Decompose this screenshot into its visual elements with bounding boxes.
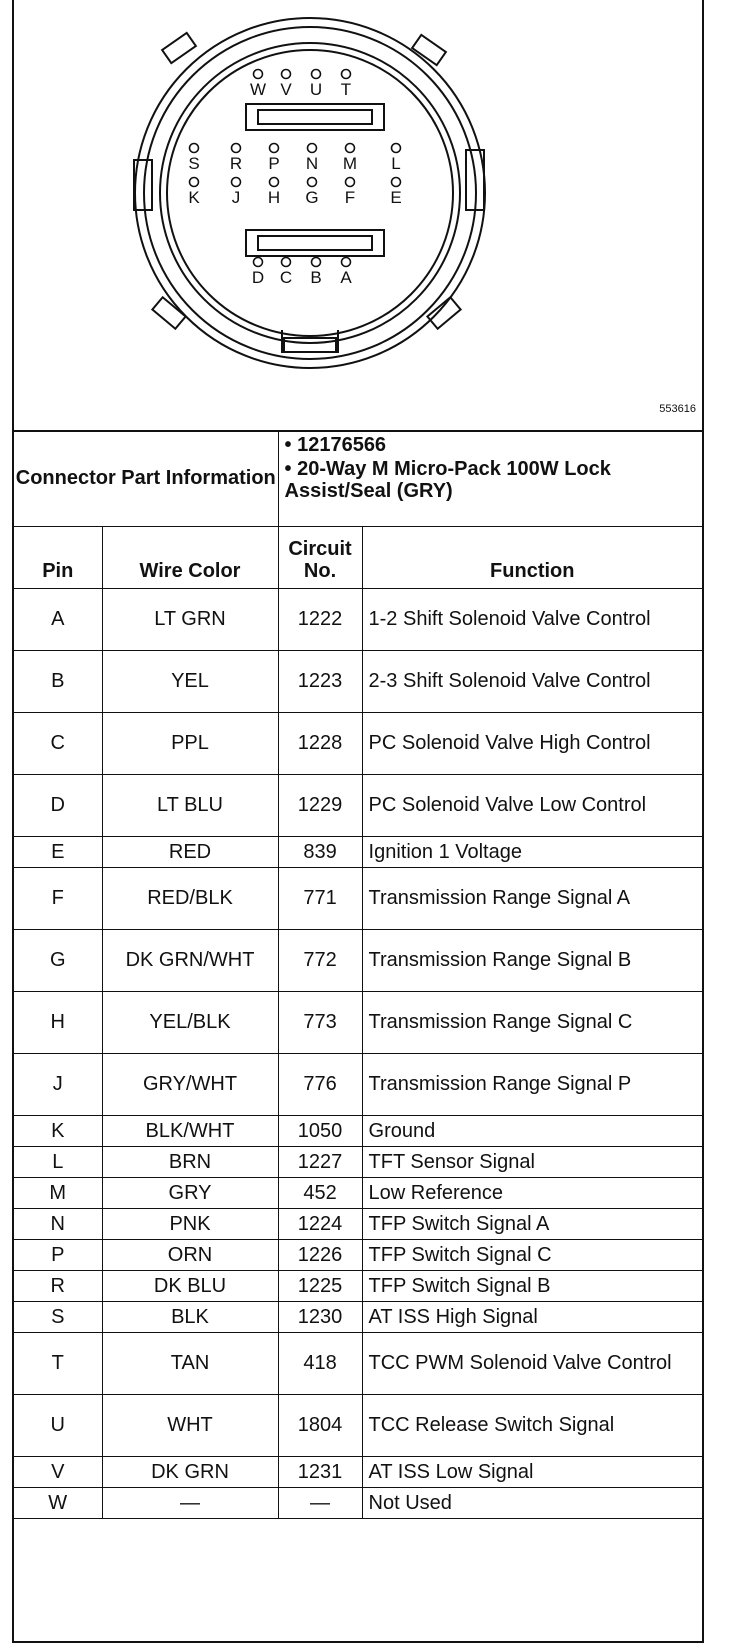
table-row	[14, 1270, 702, 1301]
table-row	[14, 1487, 702, 1518]
function-cell: TCC PWM Solenoid Valve Control	[362, 1332, 702, 1394]
function-cell: TFP Switch Signal C	[362, 1239, 702, 1270]
wire-color-cell: LT GRN	[102, 588, 278, 650]
pin-label-k: K	[188, 188, 200, 207]
pin-hole-d	[254, 258, 263, 267]
pin-hole-m	[346, 144, 355, 153]
pin-label-j: J	[231, 188, 241, 207]
circuit-cell: 1050	[278, 1115, 362, 1146]
function-cell: Transmission Range Signal C	[362, 991, 702, 1053]
table-row	[14, 1456, 702, 1487]
circuit-cell: 1804	[278, 1394, 362, 1456]
pin-hole-n	[308, 144, 317, 153]
function-cell: Transmission Range Signal B	[362, 929, 702, 991]
wire-color-cell: YEL/BLK	[102, 991, 278, 1053]
pin-hole-s	[190, 144, 199, 153]
table-row	[14, 712, 702, 774]
function-cell: TFP Switch Signal B	[362, 1270, 702, 1301]
circuit-cell: 1225	[278, 1270, 362, 1301]
function-cell: AT ISS High Signal	[362, 1301, 702, 1332]
table-row	[14, 1146, 702, 1177]
pin-label-h: H	[267, 188, 281, 207]
connector-info-label: Connector Part Information	[14, 430, 278, 526]
pin-cell: L	[14, 1146, 102, 1177]
circuit-cell: 452	[278, 1177, 362, 1208]
header-wire-color: Wire Color	[102, 526, 278, 588]
table-row	[14, 650, 702, 712]
pin-hole-c	[282, 258, 291, 267]
wire-color-cell: LT BLU	[102, 774, 278, 836]
circuit-cell: 1224	[278, 1208, 362, 1239]
pin-label-f: F	[344, 188, 356, 207]
function-cell: Low Reference	[362, 1177, 702, 1208]
header-pin: Pin	[14, 526, 102, 588]
pin-label-l: L	[391, 154, 401, 173]
pin-cell: B	[14, 650, 102, 712]
pin-cell: V	[14, 1456, 102, 1487]
pin-cell: U	[14, 1394, 102, 1456]
pin-hole-v	[282, 70, 291, 79]
pin-label-r: R	[229, 154, 243, 173]
table-row	[14, 1394, 702, 1456]
pin-hole-f	[346, 178, 355, 187]
table-row	[14, 774, 702, 836]
pin-cell: E	[14, 836, 102, 867]
function-cell: AT ISS Low Signal	[362, 1456, 702, 1487]
pin-hole-p	[270, 144, 279, 153]
pin-label-u: U	[309, 80, 323, 99]
function-cell: TFP Switch Signal A	[362, 1208, 702, 1239]
function-cell: Not Used	[362, 1487, 702, 1518]
wire-color-cell: TAN	[102, 1332, 278, 1394]
circuit-cell: —	[278, 1487, 362, 1518]
table-row	[14, 588, 702, 650]
pin-hole-l	[392, 144, 401, 153]
pin-label-m: M	[342, 154, 358, 173]
circuit-cell: 772	[278, 929, 362, 991]
connector-face-drawing	[14, 0, 702, 430]
pin-hole-b	[312, 258, 321, 267]
figure-number: 553616	[659, 403, 696, 415]
header-circuit: Circuit No.	[278, 526, 362, 588]
circuit-cell: 1228	[278, 712, 362, 774]
circuit-cell: 1222	[278, 588, 362, 650]
pin-cell: D	[14, 774, 102, 836]
part-number: • 12176566	[284, 434, 387, 456]
table-row	[14, 1208, 702, 1239]
wire-color-cell: GRY/WHT	[102, 1053, 278, 1115]
table-row	[14, 836, 702, 867]
table-row	[14, 991, 702, 1053]
pin-label-g: G	[305, 188, 319, 207]
pin-hole-j	[232, 178, 241, 187]
table-row	[14, 1053, 702, 1115]
circuit-cell: 1231	[278, 1456, 362, 1487]
wire-color-cell: GRY	[102, 1177, 278, 1208]
pin-label-b: B	[310, 268, 322, 287]
pin-label-c: C	[279, 268, 293, 287]
pin-hole-u	[312, 70, 321, 79]
pin-label-e: E	[390, 188, 402, 207]
pin-cell: J	[14, 1053, 102, 1115]
wire-color-cell: PPL	[102, 712, 278, 774]
pin-cell: H	[14, 991, 102, 1053]
table-row	[14, 1177, 702, 1208]
function-cell: Transmission Range Signal P	[362, 1053, 702, 1115]
function-cell: TCC Release Switch Signal	[362, 1394, 702, 1456]
pin-hole-k	[190, 178, 199, 187]
connector-info-details	[278, 430, 702, 526]
wire-color-cell: BLK	[102, 1301, 278, 1332]
pin-label-v: V	[280, 80, 292, 99]
pin-cell: G	[14, 929, 102, 991]
pin-cell: W	[14, 1487, 102, 1518]
circuit-cell: 839	[278, 836, 362, 867]
wire-color-cell: YEL	[102, 650, 278, 712]
wire-color-cell: WHT	[102, 1394, 278, 1456]
wire-color-cell: RED	[102, 836, 278, 867]
circuit-cell: 418	[278, 1332, 362, 1394]
pin-hole-a	[342, 258, 351, 267]
table-row	[14, 1239, 702, 1270]
table-row	[14, 1332, 702, 1394]
pin-hole-r	[232, 144, 241, 153]
pin-label-a: A	[340, 268, 352, 287]
wire-color-cell: DK BLU	[102, 1270, 278, 1301]
pin-cell: F	[14, 867, 102, 929]
pin-label-p: P	[268, 154, 280, 173]
connector-sheet	[12, 0, 704, 1643]
wire-color-cell: ORN	[102, 1239, 278, 1270]
table-row	[14, 1301, 702, 1332]
connector-info-row	[14, 430, 702, 526]
pin-cell: T	[14, 1332, 102, 1394]
wire-color-cell: BLK/WHT	[102, 1115, 278, 1146]
pin-cell: C	[14, 712, 102, 774]
circuit-cell: 773	[278, 991, 362, 1053]
circuit-cell: 771	[278, 867, 362, 929]
wire-color-cell: DK GRN	[102, 1456, 278, 1487]
function-cell: PC Solenoid Valve High Control	[362, 712, 702, 774]
function-cell: PC Solenoid Valve Low Control	[362, 774, 702, 836]
pin-label-t: T	[340, 80, 352, 99]
pin-hole-g	[308, 178, 317, 187]
circuit-cell: 1230	[278, 1301, 362, 1332]
wire-color-cell: RED/BLK	[102, 867, 278, 929]
pin-hole-w	[254, 70, 263, 79]
pin-hole-e	[392, 178, 401, 187]
function-cell: 1-2 Shift Solenoid Valve Control	[362, 588, 702, 650]
pin-cell: P	[14, 1239, 102, 1270]
connector-diagram	[14, 0, 702, 432]
pin-hole-t	[342, 70, 351, 79]
table-header-row	[14, 526, 702, 588]
circuit-cell: 1223	[278, 650, 362, 712]
pin-cell: M	[14, 1177, 102, 1208]
function-cell: Ground	[362, 1115, 702, 1146]
circuit-cell: 776	[278, 1053, 362, 1115]
pin-label-n: N	[305, 154, 319, 173]
pin-label-d: D	[251, 268, 265, 287]
circuit-cell: 1226	[278, 1239, 362, 1270]
connector-table	[14, 430, 702, 1519]
wire-color-cell: DK GRN/WHT	[102, 929, 278, 991]
pin-cell: N	[14, 1208, 102, 1239]
wire-color-cell: PNK	[102, 1208, 278, 1239]
wire-color-cell: —	[102, 1487, 278, 1518]
function-cell: 2-3 Shift Solenoid Valve Control	[362, 650, 702, 712]
pin-cell: R	[14, 1270, 102, 1301]
connector-description: • 20-Way M Micro-Pack 100W Lock Assist/Seal (GRY)	[284, 458, 611, 502]
function-cell: TFT Sensor Signal	[362, 1146, 702, 1177]
wire-color-cell: BRN	[102, 1146, 278, 1177]
circuit-cell: 1229	[278, 774, 362, 836]
pin-cell: S	[14, 1301, 102, 1332]
pin-label-w: W	[249, 80, 267, 99]
table-row	[14, 929, 702, 991]
pin-cell: A	[14, 588, 102, 650]
function-cell: Transmission Range Signal A	[362, 867, 702, 929]
table-row	[14, 867, 702, 929]
pin-cell: K	[14, 1115, 102, 1146]
table-row	[14, 1115, 702, 1146]
header-function: Function	[362, 526, 702, 588]
pin-hole-h	[270, 178, 279, 187]
circuit-cell: 1227	[278, 1146, 362, 1177]
pin-label-s: S	[188, 154, 200, 173]
function-cell: Ignition 1 Voltage	[362, 836, 702, 867]
